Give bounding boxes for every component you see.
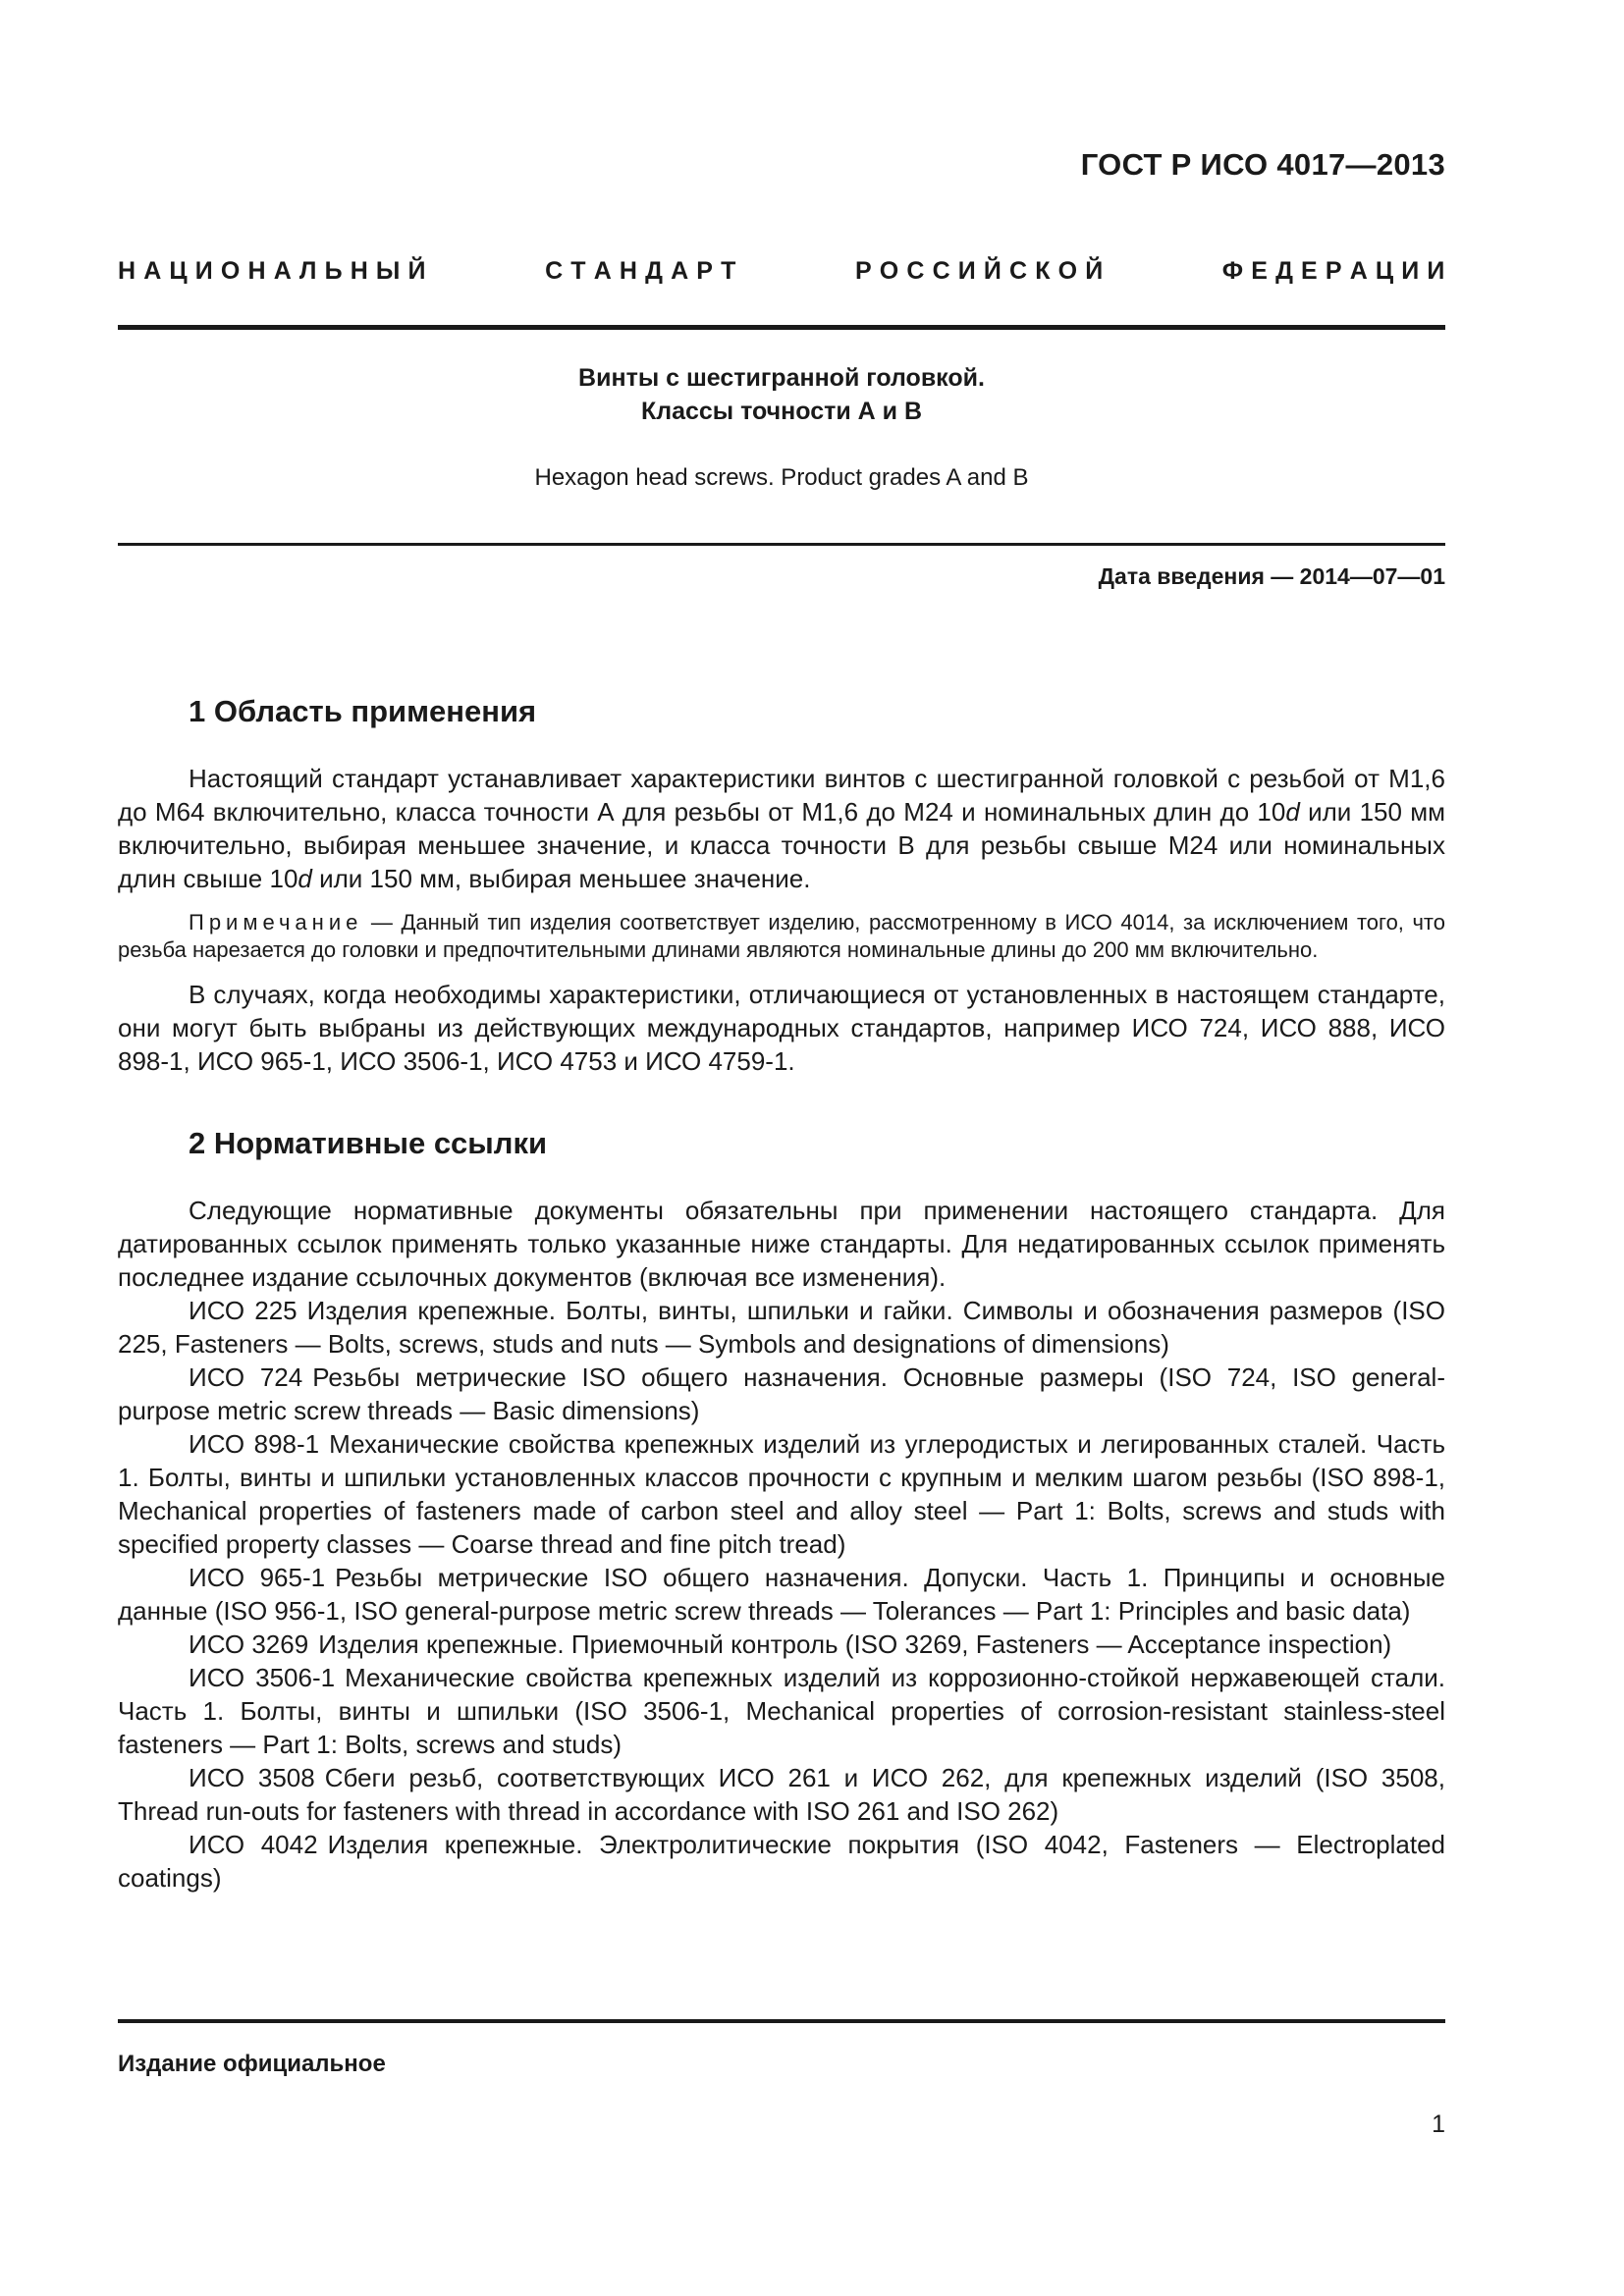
top-divider — [118, 325, 1445, 330]
reference-item — [118, 1828, 1445, 1895]
reference-item — [118, 1661, 1445, 1761]
banner-word: Ф Е Д Е Р А Ц И И — [1221, 257, 1445, 285]
scope-paragraph: Настоящий стандарт устанавливает характеристики винтов с шестигранной головкой с резьбой от М1,6 до М64 включительно, класса точности А для резьбы от М1,6 до М24 и номинальных длин до 10d или 150 мм включительно, выбирая меньшее значение, и класса точности В для резьбы свыше М24 или номинальных длин свыше 10d или 150 мм, выбирая меньшее значение. — [118, 764, 1445, 893]
page-number: 1 — [1432, 2110, 1445, 2138]
reference-code: ИСО 724 — [189, 1362, 303, 1392]
title-english: Hexagon head screws. Product grades A and B — [534, 464, 1029, 491]
reference-title: Изделия крепежные. Приемочный контроль (ISO 3269, Fasteners — Acceptance inspection) — [318, 1629, 1392, 1659]
reference-item — [118, 1427, 1445, 1561]
scope-paragraph-2: В случаях, когда необходимы характеристики, отличающиеся от установленных в настоящем стандарте, они могут быть выбраны из действующих международных стандартов, например ИСО 724, ИСО 888, ИСО 898-1, ИСО 965-1, ИСО 3506-1, ИСО 4753 и ИСО 4759-1. — [118, 980, 1445, 1076]
reference-item — [118, 1561, 1445, 1628]
reference-title: Изделия крепежные. Электролитические покрытия (ISO 4042, Fasteners — Electroplated coatings) — [118, 1830, 1445, 1893]
official-edition-label: Издание официальное — [118, 2051, 386, 2077]
reference-list — [118, 1294, 1445, 1895]
reference-code: ИСО 3506-1 — [189, 1663, 336, 1692]
section-2-heading: 2 Нормативные ссылки — [189, 1126, 548, 1160]
reference-title: Резьбы метрические ISO общего назначения. Допуски. Часть 1. Принципы и основные данные (ISO 956-1, ISO general-purpose metric screw threads — Tolerances — Part 1: Principles and basic data) — [118, 1563, 1445, 1626]
document-body — [118, 691, 1445, 1895]
reference-code: ИСО 965-1 — [189, 1563, 326, 1592]
footer-divider — [118, 2019, 1445, 2023]
banner-word: С Т А Н Д А Р Т — [545, 257, 736, 285]
reference-item — [118, 1761, 1445, 1828]
scope-note — [118, 909, 1445, 964]
title-line-2: Классы точности А и В — [640, 398, 923, 425]
reference-code: ИСО 4042 — [189, 1830, 318, 1859]
section-1-heading: 1 Область применения — [189, 694, 537, 728]
reference-item — [118, 1361, 1445, 1427]
reference-item — [118, 1628, 1445, 1661]
reference-item — [118, 1294, 1445, 1361]
document-id: ГОСТ Р ИСО 4017—2013 — [1080, 147, 1445, 182]
banner-word: Р О С С И Й С К О Й — [854, 257, 1104, 285]
reference-title: Сбеги резьб, соответствующих ИСО 261 и ИСО 262, для крепежных изделий (ISO 3508, Thread run-outs for fasteners with thread in accordance with ISO 261 and ISO 262) — [118, 1763, 1445, 1826]
note-text: — Данный тип изделия соответствует изделию, рассмотренному в ИСО 4014, за исключением того, что резьба нарезается до головки и предпочтительными длинами являются номинальные длины до 200 мм включительно. — [118, 910, 1445, 962]
reference-title: Резьбы метрические ISO общего назначения. Основные размеры (ISO 724, ISO general-purpose metric screw threads — Basic dimensions) — [118, 1362, 1445, 1425]
title-russian — [118, 361, 1445, 428]
introduction-date: Дата введения — 2014—07—01 — [1098, 563, 1445, 589]
reference-title: Механические свойства крепежных изделий из коррозионно-стойкой нержавеющей стали. Часть 1. Болты, винты и шпильки (ISO 3506-1, Mechanical properties of corrosion-resistant stainless-steel fasteners — Part 1: Bolts, screws and studs) — [118, 1663, 1445, 1759]
title-line-1: Винты с шестигранной головкой. — [578, 364, 985, 392]
references-intro: Следующие нормативные документы обязательны при применении настоящего стандарта. Для датированных ссылок применять только указанные ниже стандарты. Для недатированных ссылок применять последнее издание ссылочных документов (включая все изменения). — [118, 1196, 1445, 1292]
reference-code: ИСО 3269 — [189, 1629, 309, 1659]
reference-title: Изделия крепежные. Болты, винты, шпильки и гайки. Символы и обозначения размеров (ISO 225, Fasteners — Bolts, screws, studs and nuts — Symbols and designations of dimensions) — [118, 1296, 1445, 1359]
reference-code: ИСО 898-1 — [189, 1429, 320, 1459]
reference-title: Механические свойства крепежных изделий из углеродистых и легированных сталей. Часть 1. Болты, винты и шпильки установленных классов прочности с крупным и мелким шагом резьбы (ISO 898-1, Mechanical properties of fasteners made of carbon steel and alloy steel — Part 1: Bolts, screws and studs with specified property classes — Coarse thread and fine pitch tread) — [118, 1429, 1445, 1559]
reference-code: ИСО 225 — [189, 1296, 298, 1325]
reference-code: ИСО 3508 — [189, 1763, 315, 1792]
national-standard-banner — [118, 257, 1445, 286]
title-divider — [118, 543, 1445, 546]
banner-word: Н А Ц И О Н А Л Ь Н Ы Й — [118, 257, 427, 285]
note-label: Примечание — [189, 910, 363, 934]
